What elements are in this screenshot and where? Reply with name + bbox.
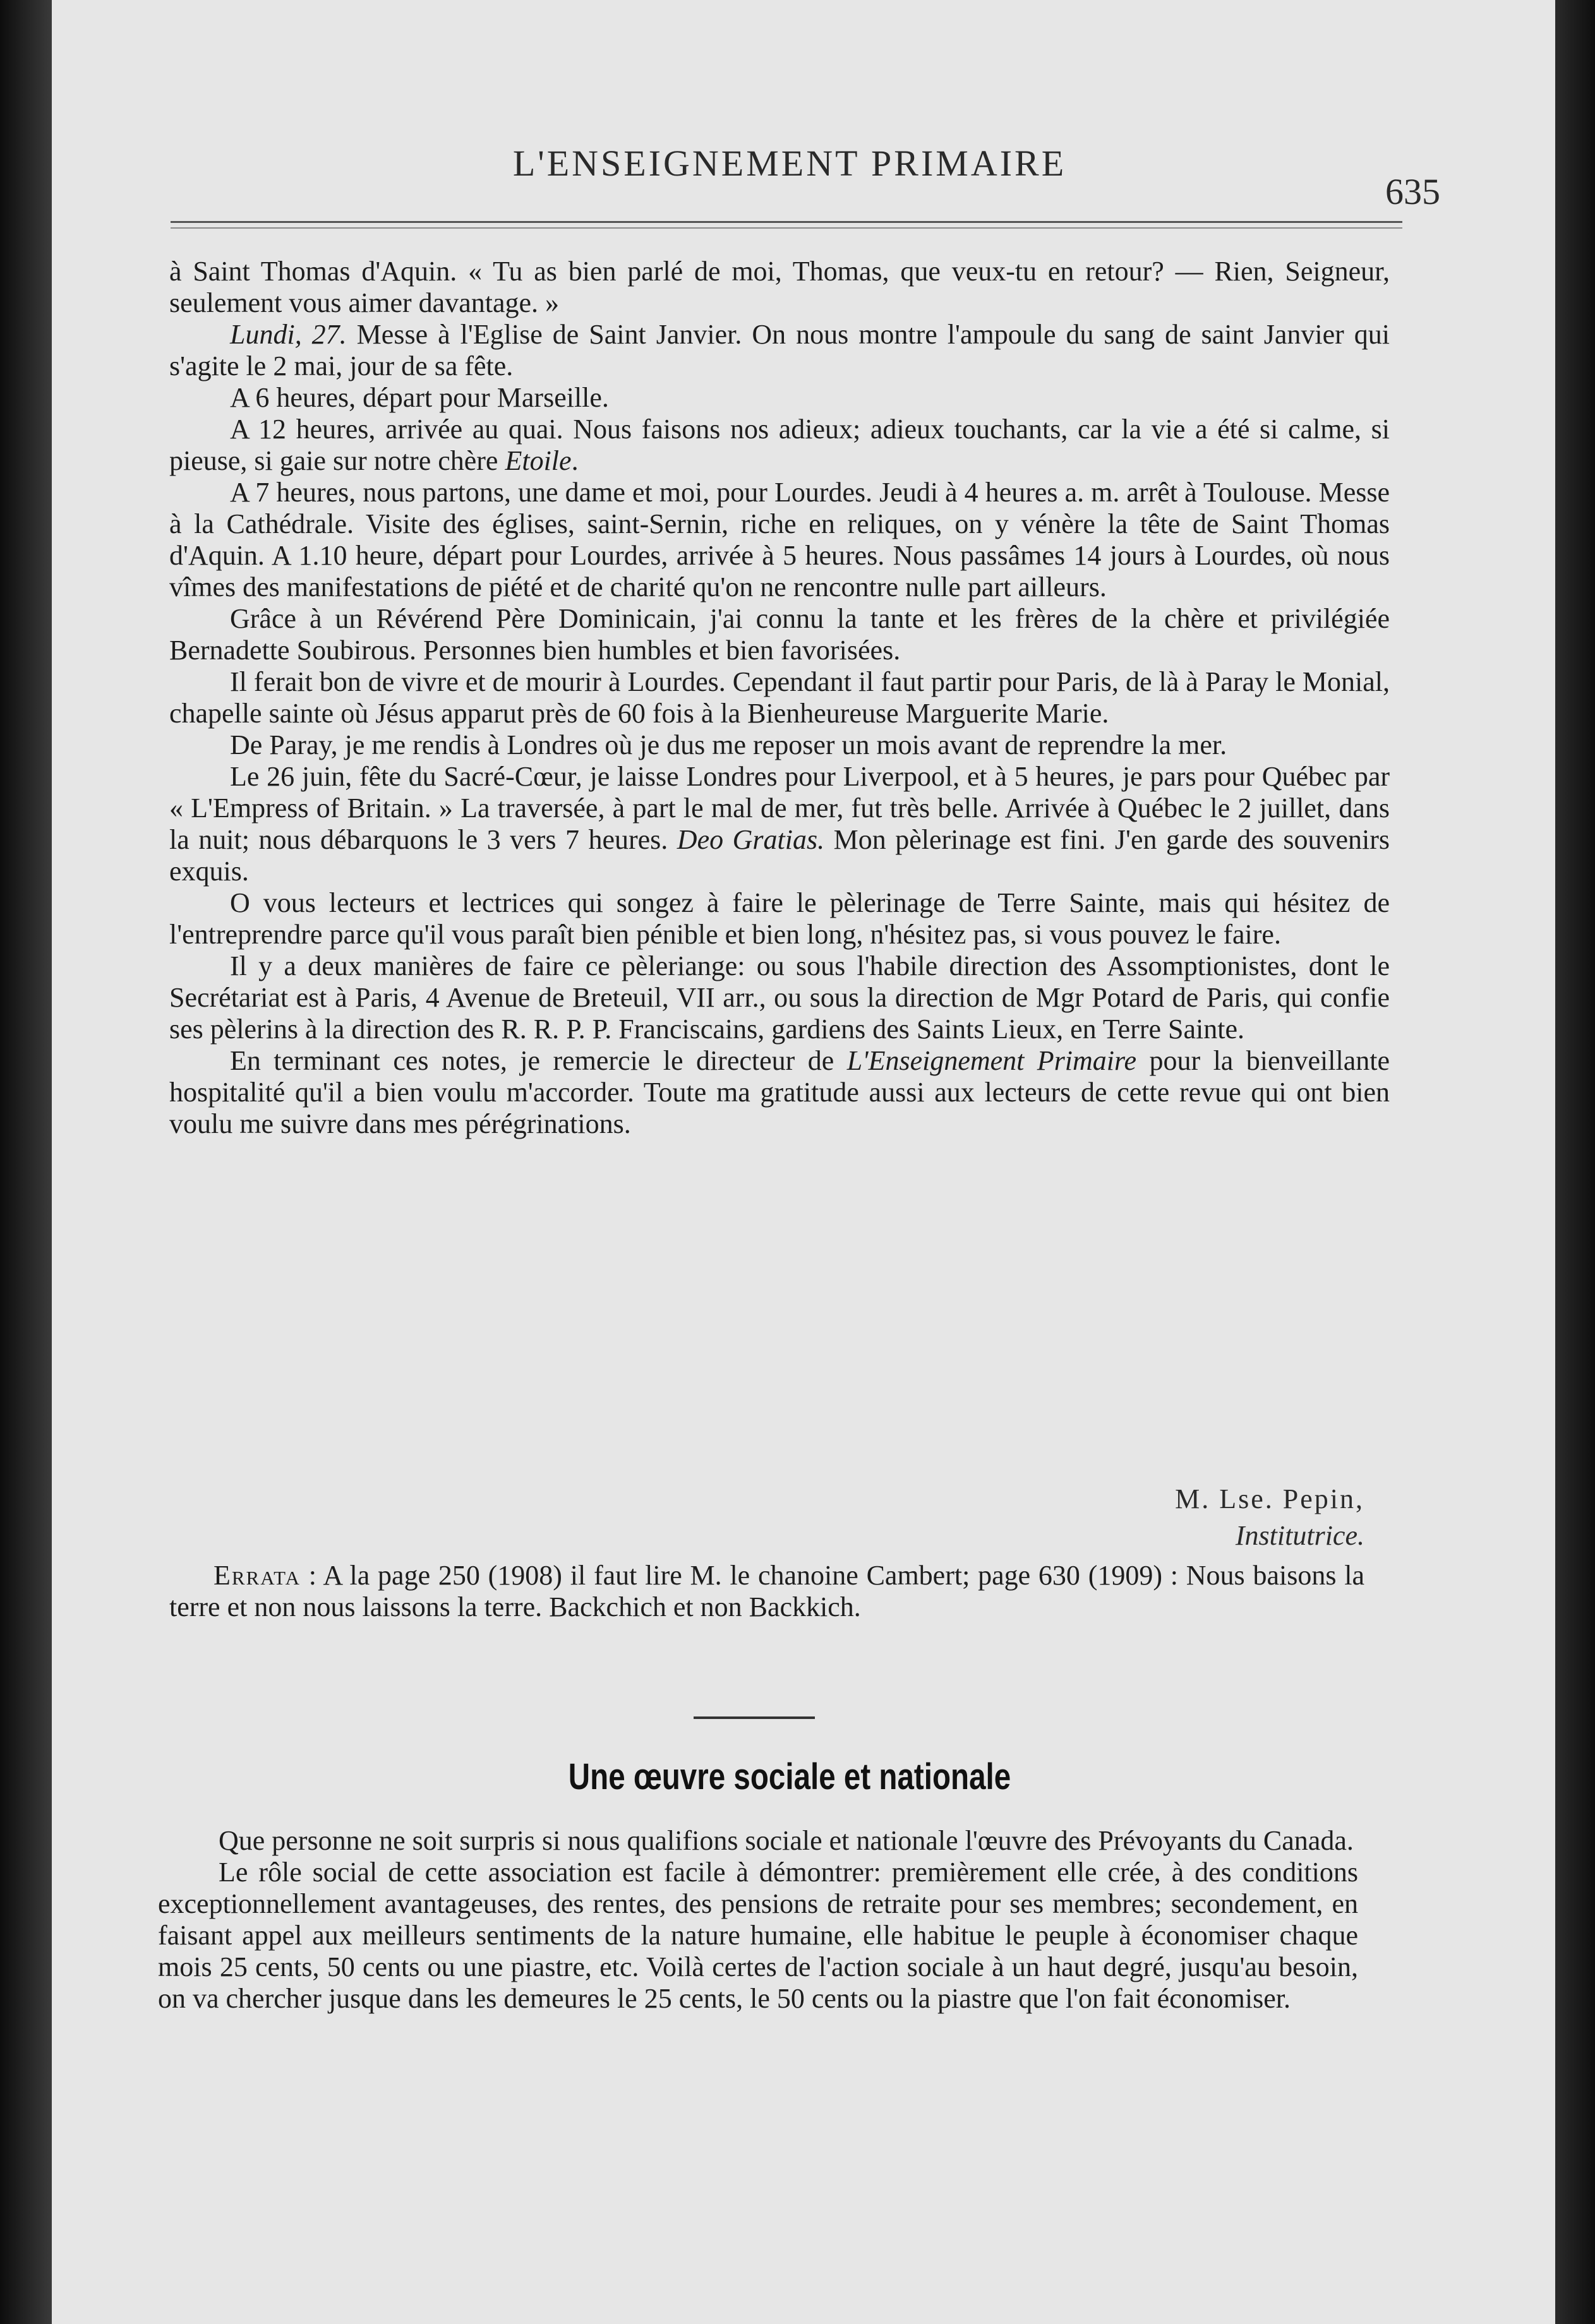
section-body xyxy=(158,1825,1358,2015)
date-lundi: Lundi, 27. xyxy=(230,319,347,350)
errata-note xyxy=(169,1560,1364,1623)
section-divider xyxy=(694,1716,815,1719)
paragraph-9-end: Mon pèlerinage est fini. J'en garde des souvenirs exquis. xyxy=(169,824,1390,887)
paragraph-12-end: pour la bienveillante hospitalité qu'il a bien voulu m'accorder. Toute ma gratitude aussi aux lecteurs de cette revue qui ont bien voulu me suivre dans mes pérégrinations. xyxy=(169,1045,1390,1139)
journal-title: L'Enseignement Primaire xyxy=(846,1045,1137,1076)
header-rule-thin xyxy=(171,227,1402,229)
scan-right-edge xyxy=(1555,0,1595,2324)
section-paragraph-1: Que personne ne soit surpris si nous qualifions sociale et nationale l'œuvre des Prévoyants du Canada. xyxy=(219,1825,1354,1856)
paragraph-11: Il y a deux manières de faire ce pèleriange: ou sous l'habile direction des Assomptionistes, dont le Secrétariat est à Paris, 4 Avenue de Breteuil, VII arr., ou sous la direction de Mgr Potard de Paris, qui confie ses pèlerins à la direction des R. R. P. P. Franciscains, gardiens des Saints Lieux, en Terre Sainte. xyxy=(169,950,1390,1045)
paragraph-2-text: Messe à l'Eglise de Saint Janvier. On nous montre l'ampoule du sang de saint Janvier qui s'agite le 2 mai, jour de sa fête. xyxy=(169,319,1390,381)
paragraph-12-text: En terminant ces notes, je remercie le directeur de xyxy=(230,1045,847,1076)
page-number: 635 xyxy=(1385,171,1440,212)
paragraph-6: Grâce à un Révérend Père Dominicain, j'ai connu la tante et les frères de la chère et privilégiée Bernadette Soubirous. Personnes bien humbles et bien favorisées. xyxy=(169,603,1390,666)
latin-phrase: Deo Gratias. xyxy=(677,824,825,855)
header-rule xyxy=(171,221,1402,223)
running-head: L'ENSEIGNEMENT PRIMAIRE xyxy=(512,143,1067,184)
paragraph-2 xyxy=(169,319,1390,382)
scan-left-margin xyxy=(0,0,52,2324)
paragraph-4-text: A 12 heures, arrivée au quai. Nous faisons nos adieux; adieux touchants, car la vie a été si calme, si pieuse, si gaie sur notre chère xyxy=(169,414,1390,476)
paragraph-5: A 7 heures, nous partons, une dame et moi, pour Lourdes. Jeudi à 4 heures a. m. arrêt à Toulouse. Messe à la Cathédrale. Visite des églises, saint-Sernin, riche en reliques, on y vénère la tête de Saint Thomas d'Aquin. A 1.10 heure, départ pour Lourdes, arrivée à 5 heures. Nous passâmes 14 jours à Lourdes, où nous vîmes des manifestations de piété et de charité qu'on ne rencontre nulle part ailleurs. xyxy=(169,477,1390,602)
author-name: M. Lse. Pepin, xyxy=(1175,1483,1364,1514)
paragraph-10: O vous lecteurs et lectrices qui songez à faire le pèlerinage de Terre Sainte, mais qui hésitez de l'entreprendre parce qu'il vous paraît bien pénible et bien long, n'hésitez pas, si vous pouvez le faire. xyxy=(169,887,1390,950)
errata-label: Errata xyxy=(214,1560,301,1591)
paragraph-9 xyxy=(169,761,1390,887)
paragraph-8: De Paray, je me rendis à Londres où je dus me reposer un mois avant de reprendre la mer. xyxy=(230,729,1227,760)
paragraph-7: Il ferait bon de vivre et de mourir à Lourdes. Cependant il faut partir pour Paris, de là à Paray le Monial, chapelle sainte où Jésus apparut près de 60 fois à la Bienheureuse Marguerite Marie. xyxy=(169,666,1390,729)
paragraph-4-end: . xyxy=(571,445,579,476)
author-role: Institutrice. xyxy=(1235,1520,1364,1551)
ship-name: Etoile xyxy=(505,445,572,476)
errata-text: : A la page 250 (1908) il faut lire M. le chanoine Cambert; page 630 (1909) : Nous baisons la terre et non nous laissons la terre. Backchich et non Backkich. xyxy=(169,1560,1364,1622)
article-body xyxy=(169,256,1390,1140)
paragraph-3: A 6 heures, départ pour Marseille. xyxy=(230,382,609,413)
section-paragraph-2: Le rôle social de cette association est facile à démontrer: premièrement elle crée, à des conditions exceptionnellement avantageuses, des rentes, des pensions de retraite pour ses membres; secondement, en faisant appel aux meilleurs sentiments de la nature humaine, elle habitue le peuple à économiser chaque mois 25 cents, 50 cents ou une piastre, etc. Voilà certes de l'action sociale à un haut degré, jusqu'au besoin, on va chercher jusque dans les demeures le 25 cents, le 50 cents ou la piastre que l'on fait économiser. xyxy=(158,1857,1358,2014)
paragraph-4 xyxy=(169,414,1390,477)
paragraph-1: à Saint Thomas d'Aquin. « Tu as bien parlé de moi, Thomas, que veux-tu en retour? — Rien, Seigneur, seulement vous aimer davantage. » xyxy=(169,256,1390,318)
signature-block xyxy=(821,1481,1364,1554)
paragraph-12 xyxy=(169,1045,1390,1140)
section-title: Une œuvre sociale et nationale xyxy=(568,1756,1011,1797)
paragraph-9-text: Le 26 juin, fête du Sacré-Cœur, je laisse Londres pour Liverpool, et à 5 heures, je pars pour Québec par « L'Empress of Britain. » La traversée, à part le mal de mer, fut très belle. Arrivée à Québec le 2 juillet, dans la nuit; nous débarquons le 3 vers 7 heures. xyxy=(169,761,1390,855)
